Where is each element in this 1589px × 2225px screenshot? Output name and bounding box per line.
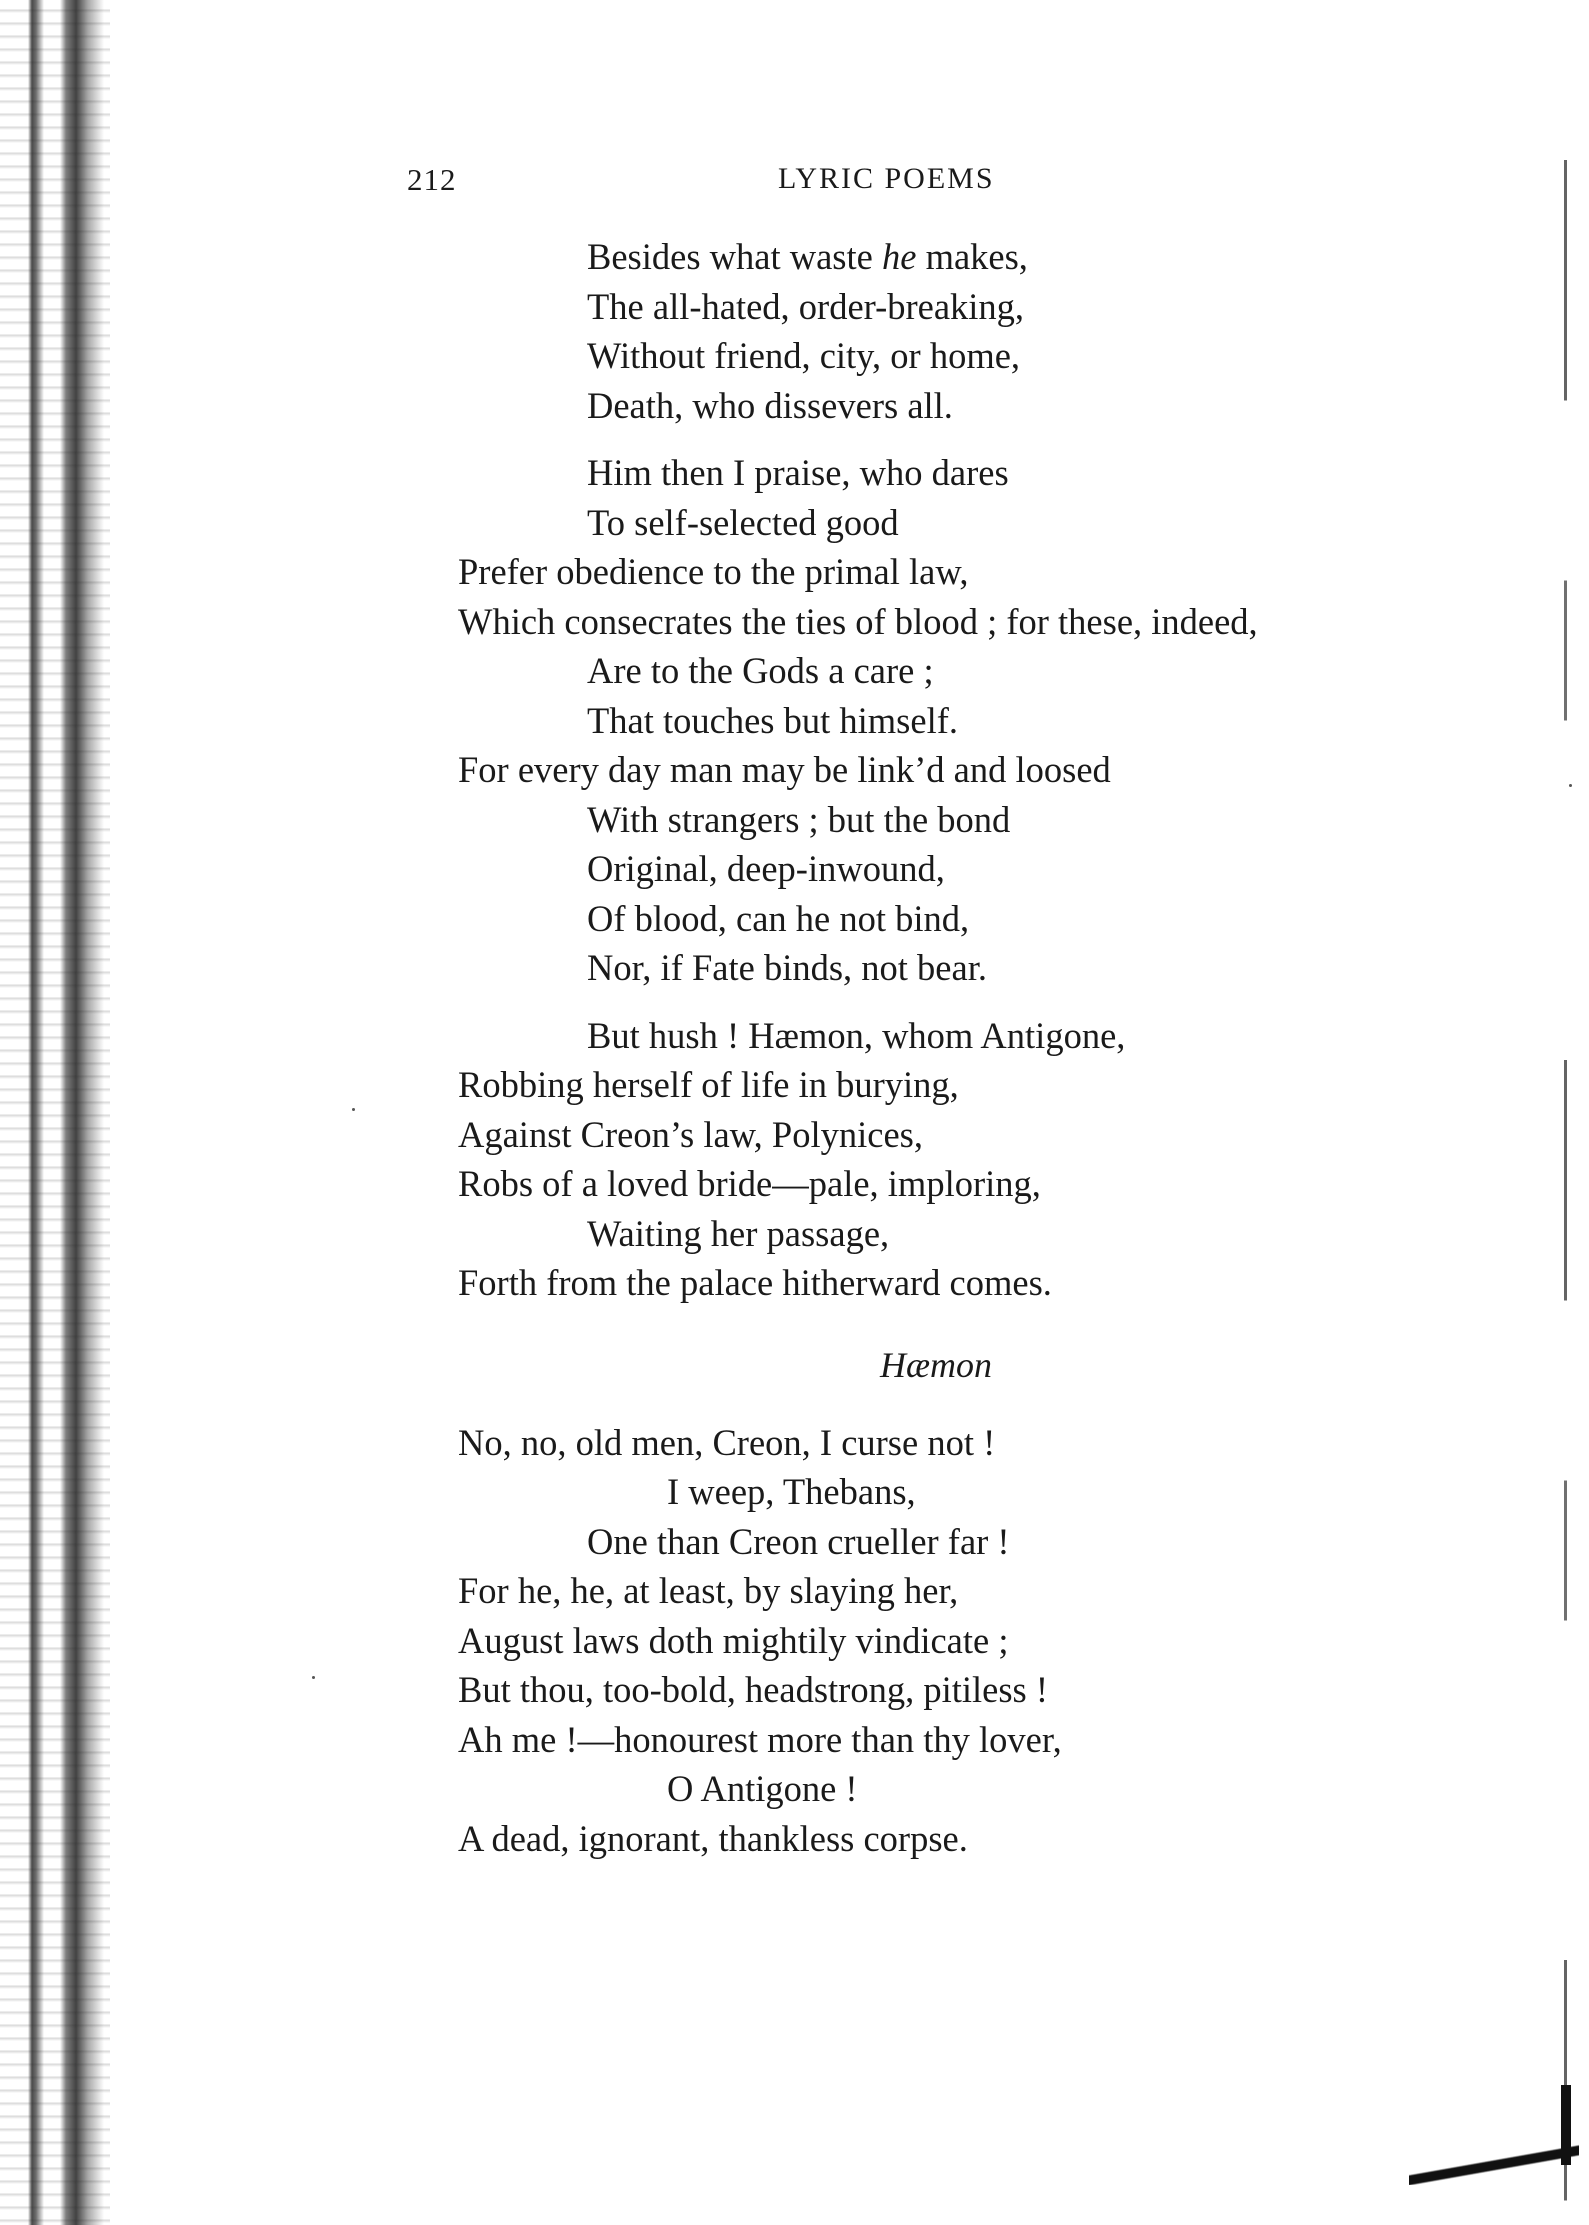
poem-line: Of blood, can he not bind, [587, 897, 970, 939]
poem-line: But thou, too-bold, headstrong, pitiless ! [458, 1669, 1049, 1710]
poem-line: But hush ! Hæmon, whom Antigone, [587, 1014, 1126, 1056]
stanza-gap [0, 993, 1589, 1011]
poem-line: Which consecrates the ties of blood ; for these, indeed, [458, 600, 1258, 642]
poem-line: For every day man may be link’d and loosed [458, 749, 1111, 790]
poem-line: A dead, ignorant, thankless corpse. [458, 1817, 968, 1859]
stanza-2 [0, 448, 1589, 993]
poem-line: Against Creon’s law, Polynices, [458, 1113, 923, 1155]
poem-line: Robs of a loved bride—pale, imploring, [458, 1163, 1041, 1204]
poem-line: Robbing herself of life in burying, [458, 1064, 959, 1105]
poem-line: No, no, old men, Creon, I curse not ! [458, 1421, 996, 1463]
poem-body [0, 232, 1589, 1863]
poem-line: To self-selected good [587, 501, 899, 543]
page-number: 212 [407, 162, 457, 197]
page-header [0, 162, 1589, 202]
poem-line: Besides what waste he makes, [587, 236, 1028, 277]
poem-line: Him then I praise, who dares [587, 452, 1009, 493]
poem-line: Original, deep-inwound, [587, 848, 945, 889]
poem-line: Are to the Gods a care ; [587, 650, 934, 691]
poem-line: O Antigone ! [667, 1768, 858, 1809]
poem-line: The all-hated, order-breaking, [587, 285, 1025, 327]
stanza-gap [0, 430, 1589, 448]
running-head: LYRIC POEMS [778, 162, 995, 195]
poem-line: Without friend, city, or home, [587, 335, 1021, 376]
poem-line: Death, who dissevers all. [587, 384, 953, 426]
poem-line: Forth from the palace hitherward comes. [458, 1262, 1052, 1303]
poem-line: I weep, Thebans, [667, 1471, 916, 1512]
emphasis: he [881, 236, 917, 277]
poem-line: Waiting her passage, [587, 1212, 890, 1254]
poem-line: For he, he, at least, by slaying her, [458, 1570, 959, 1611]
poem-line: One than Creon crueller far ! [587, 1520, 1010, 1562]
poem-line: With strangers ; but the bond [587, 798, 1011, 840]
scan-corner-mark-vertical [1561, 2085, 1571, 2165]
poem-line: Ah me !—honourest more than thy lover, [458, 1718, 1062, 1760]
stanza-3 [0, 1011, 1589, 1308]
poem-line: Prefer obedience to the primal law, [458, 551, 969, 592]
poem-line: August laws doth mightily vindicate ; [458, 1619, 1009, 1661]
poem-line: Nor, if Fate binds, not bear. [587, 947, 987, 988]
stanza-4 [0, 1418, 1589, 1864]
stanza-1 [0, 232, 1589, 430]
speaker-heading: Hæmon [880, 1344, 993, 1385]
poem-line: That touches but himself. [587, 699, 959, 741]
scan-corner-mark [1409, 2125, 1579, 2185]
